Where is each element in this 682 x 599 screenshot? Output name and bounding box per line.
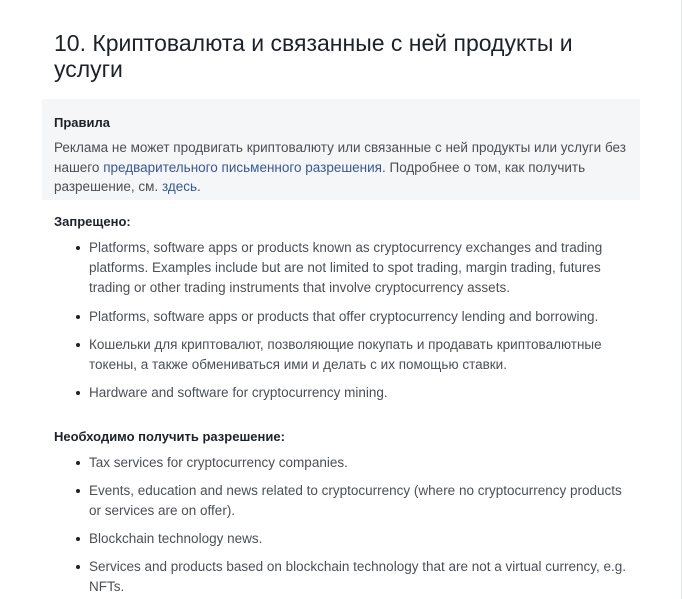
list-item: Blockchain technology news. [76,529,636,549]
prior-written-permission-link[interactable]: предварительного письменного разрешения [103,159,382,175]
learn-more-here-link[interactable]: здесь [161,179,198,194]
list-item: Events, education and news related to cryptocurrency (where no cryptocurrency products or services are on offer). [76,481,636,521]
list-item: Hardware and software for cryptocurrency mining. [76,383,636,403]
list-item: Кошельки для криптовалют, позволяющие покупать и продавать криптовалютные токены, а также обмениваться ими и делать с их помощью ставки. [76,335,636,375]
prohibited-heading: Запрещено: [54,214,131,229]
list-item: Services and products based on blockchain technology that are not a virtual currency, e.g. NFTs. [76,557,636,597]
policy-box [42,99,640,200]
policy-text-part: . Подробнее о том, как получить разрешение, см. [54,159,586,194]
list-item: Tax services for cryptocurrency companies. [76,453,636,473]
list-item: Platforms, software apps or products that offer cryptocurrency lending and borrowing. [76,307,636,327]
permission-heading: Необходимо получить разрешение: [54,429,285,444]
policy-heading: Правила [54,115,110,130]
permission-list [76,453,636,597]
list-item: Platforms, software apps or products known as cryptocurrency exchanges and trading platforms. Examples include but are not limited to spot trading, margin trading, futures trading or other trading instruments that involve cryptocurrency assets. [76,238,636,298]
section-title: 10. Криптовалюта и связанные с ней продукты и услуги [54,30,573,82]
policy-text-part: Реклама не может продвигать криптовалюту или связанные с ней продукты или услуги без нашего [54,140,626,175]
prohibited-list [76,238,636,403]
policy-text [54,138,634,197]
policy-text-part: . [197,179,201,194]
